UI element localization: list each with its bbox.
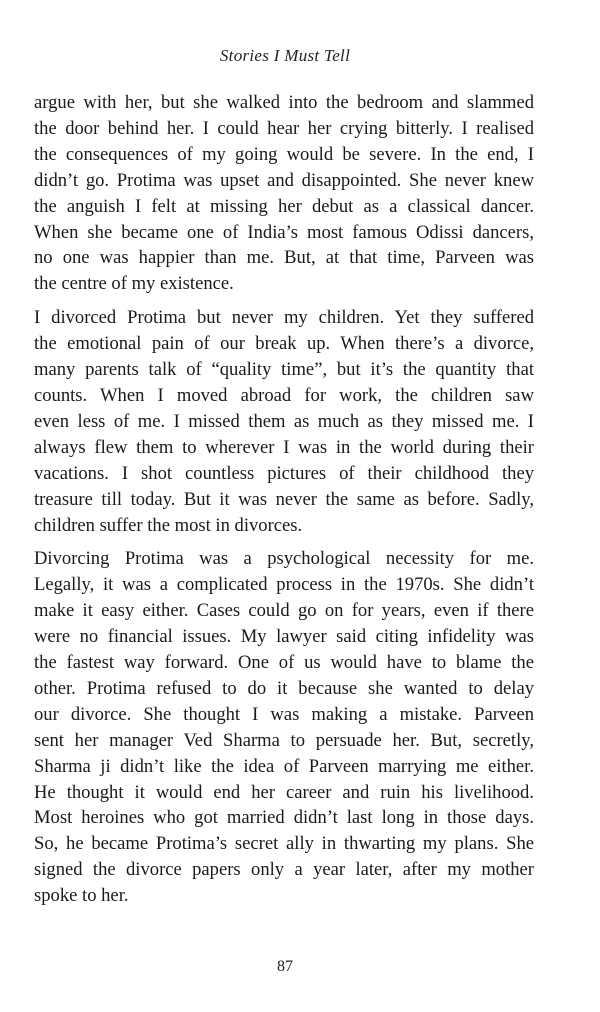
text-line: other. Protima refused to do it because she wanted to delay <box>34 677 534 699</box>
text-line: even less of me. I missed them as much as they missed me. I <box>34 410 534 432</box>
text-line: counts. When I moved abroad for work, the children saw <box>34 384 534 406</box>
text-line: So, he became Protima’s secret ally in thwarting my plans. She <box>34 833 534 855</box>
text-line: the anguish I felt at missing her debut as a classical dancer. <box>34 195 534 217</box>
text-line: vacations. I shot countless pictures of their childhood they <box>34 462 534 484</box>
text-line: argue with her, but she walked into the bedroom and slammed <box>34 92 534 113</box>
text-line: always flew them to wherever I was in the world during their <box>34 436 534 458</box>
paragraph-3 <box>34 546 534 909</box>
body-text <box>34 90 534 917</box>
text-line: the centre of my existence. <box>34 273 234 295</box>
text-line: Sharma ji didn’t like the idea of Parveen marrying me either. <box>34 755 534 777</box>
text-line: the emotional pain of our break up. When there’s a divorce, <box>34 333 534 355</box>
text-line: I divorced Protima but never my children. Yet they suffered <box>34 307 534 329</box>
text-line: children suffer the most in divorces. <box>34 514 303 536</box>
text-line: no one was happier than me. But, at that time, Parveen was <box>34 247 534 269</box>
page-number: 87 <box>277 958 293 975</box>
text-line: signed the divorce papers only a year later, after my mother <box>34 859 534 881</box>
paragraph-2 <box>34 305 534 538</box>
text-line: many parents talk of “quality time”, but it’s the quantity that <box>34 359 534 381</box>
text-line: our divorce. She thought I was making a mistake. Parveen <box>34 703 534 725</box>
text-line: the door behind her. I could hear her crying bitterly. I realised <box>34 117 534 139</box>
text-line: the consequences of my going would be severe. In the end, I <box>34 143 534 165</box>
text-line: sent her manager Ved Sharma to persuade her. But, secretly, <box>34 729 534 751</box>
text-line: treasure till today. But it was never the same as before. Sadly, <box>34 488 534 510</box>
text-line: Most heroines who got married didn’t last long in those days. <box>34 807 534 829</box>
text-line: didn’t go. Protima was upset and disappointed. She never knew <box>34 169 534 191</box>
text-line: Legally, it was a complicated process in the 1970s. She didn’t <box>34 574 534 596</box>
text-line: When she became one of India’s most famous Odissi dancers, <box>34 221 534 243</box>
text-line: He thought it would end her career and ruin his livelihood. <box>34 781 534 803</box>
running-head-title: Stories I Must Tell <box>219 46 351 65</box>
text-line: spoke to her. <box>34 885 129 907</box>
paragraph-1 <box>34 90 534 297</box>
text-line: were no financial issues. My lawyer said citing infidelity was <box>34 626 534 648</box>
text-line: Divorcing Protima was a psychological necessity for me. <box>34 548 534 570</box>
text-line: make it easy either. Cases could go on for years, even if there <box>34 600 534 622</box>
text-line: the fastest way forward. One of us would have to blame the <box>34 652 534 674</box>
